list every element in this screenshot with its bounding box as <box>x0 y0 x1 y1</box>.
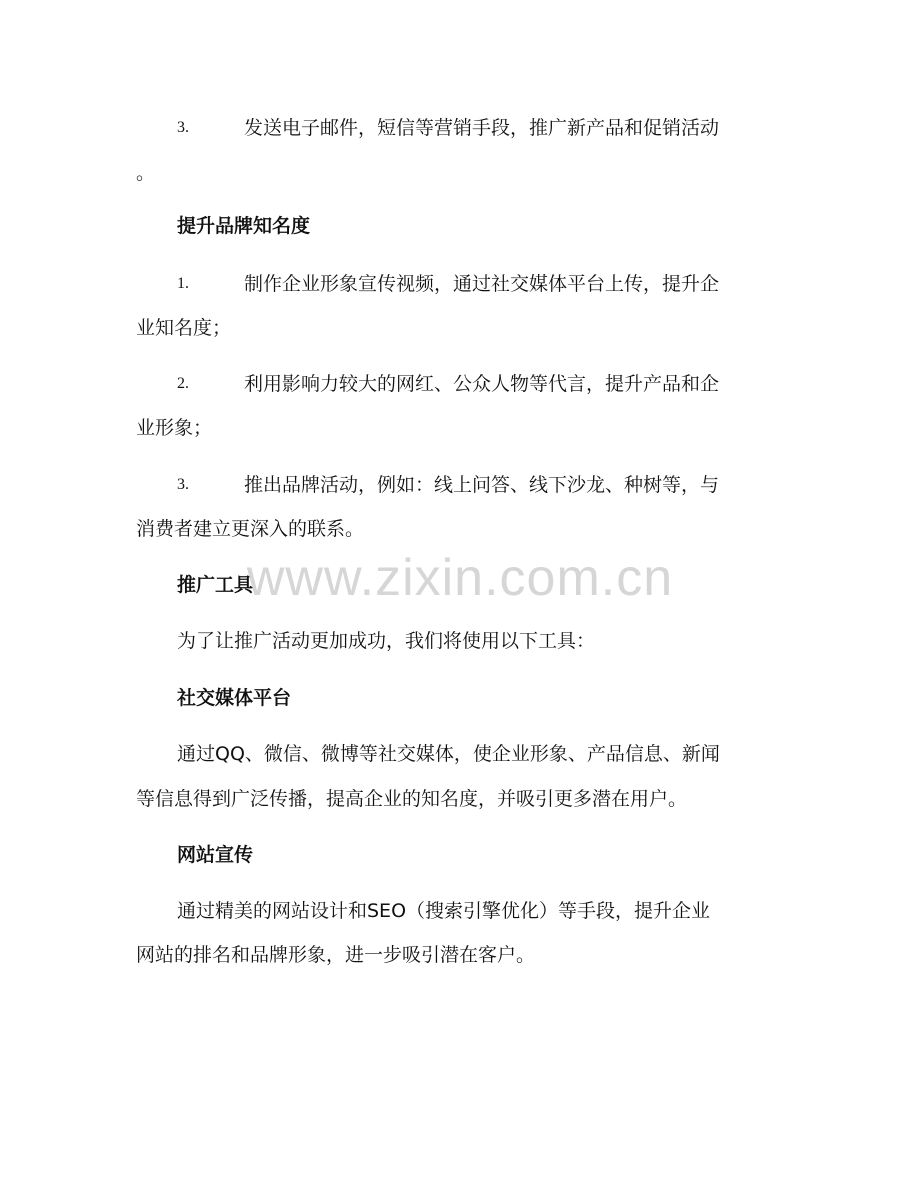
paragraph-line: 制作企业形象宣传视频，通过社交媒体平台上传，提升企 <box>244 273 720 295</box>
subsection-heading-social: 社交媒体平台 <box>177 687 292 709</box>
list-number: 3. <box>177 476 189 493</box>
paragraph-line: 通过QQ、微信、微博等社交媒体，使企业形象、产品信息、新闻 <box>177 743 720 765</box>
list-number: 2. <box>177 375 189 392</box>
section-heading-tools: 推广工具 <box>177 574 254 596</box>
paragraph-line: 利用影响力较大的网红、公众人物等代言，提升产品和企 <box>244 373 720 395</box>
paragraph-line: 。 <box>136 162 156 184</box>
paragraph-line: 为了让推广活动更加成功，我们将使用以下工具： <box>177 630 596 652</box>
paragraph-line: 推出品牌活动，例如：线上问答、线下沙龙、种树等，与 <box>244 474 720 496</box>
paragraph-line: 消费者建立更深入的联系。 <box>136 518 365 540</box>
list-number: 3. <box>177 119 189 136</box>
section-heading-brand: 提升品牌知名度 <box>177 215 311 237</box>
list-number: 1. <box>177 275 189 292</box>
paragraph-line: 发送电子邮件，短信等营销手段，推广新产品和促销活动 <box>244 117 720 139</box>
paragraph-line: 网站的排名和品牌形象，进一步吸引潜在客户。 <box>136 944 536 966</box>
watermark: www.zixin.com.cn <box>246 549 674 607</box>
paragraph-line: 业形象； <box>136 417 213 439</box>
paragraph-line: 等信息得到广泛传播，提高企业的知名度，并吸引更多潜在用户。 <box>136 788 688 810</box>
paragraph-line: 业知名度； <box>136 317 232 339</box>
subsection-heading-website: 网站宣传 <box>177 844 254 866</box>
paragraph-line: 通过精美的网站设计和SEO（搜索引擎优化）等手段，提升企业 <box>177 900 711 922</box>
